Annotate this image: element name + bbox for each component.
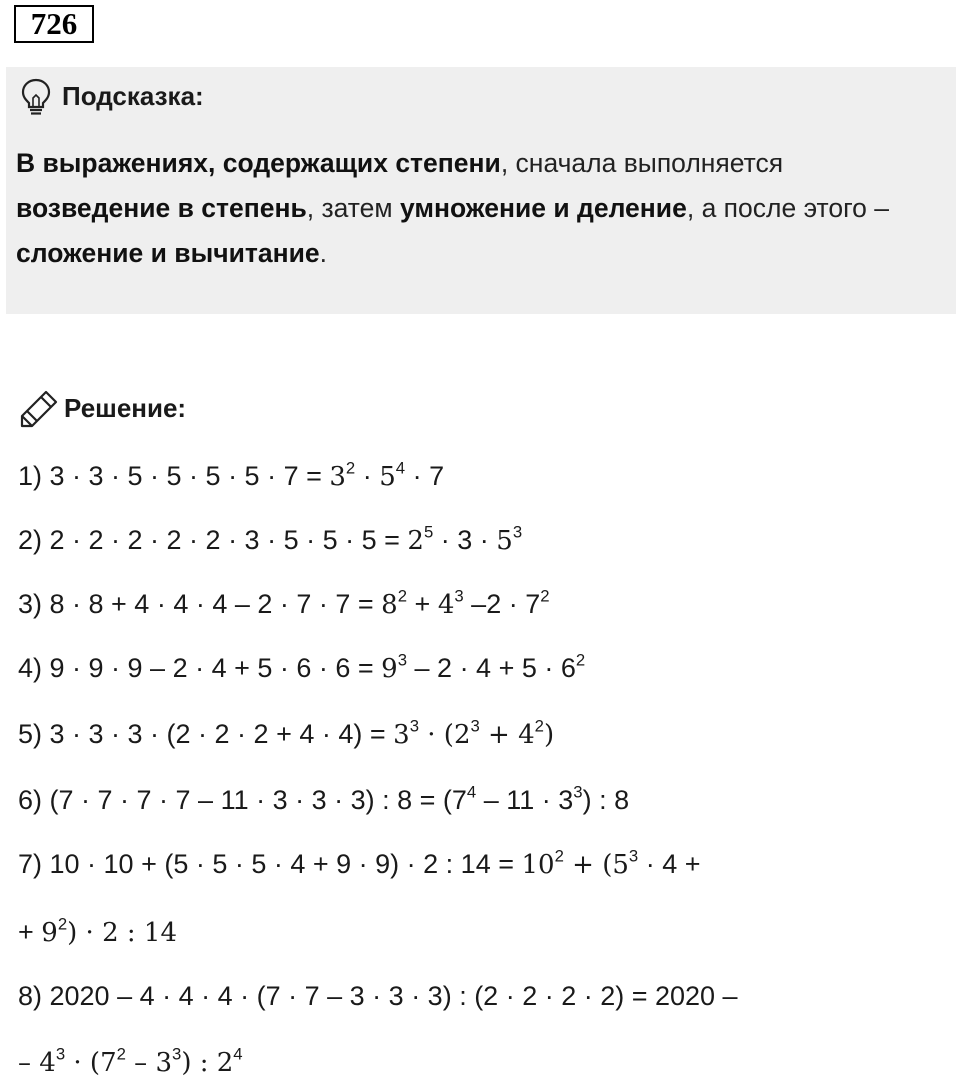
expression-part: + (18, 917, 42, 947)
expression-part: 4 (437, 590, 455, 620)
solution-line (18, 652, 585, 685)
expression-part: – 2 · 4 + 5 · 6 (407, 653, 576, 683)
expression-part: · 3 · (433, 525, 497, 555)
expression-part: 3 (393, 720, 410, 750)
exponent: 2 (57, 914, 68, 934)
exponent: 4 (466, 782, 477, 802)
expression-part: –2 · 7 (463, 589, 541, 619)
expression-part: 9 (41, 918, 58, 948)
expression-part: · (7 (65, 1048, 117, 1078)
exponent: 2 (397, 586, 408, 606)
expression-part: 3) 8 · 8 + 4 · 4 · 4 – 2 · 7 · 7 = (18, 589, 382, 619)
hint-run: , затем (306, 193, 400, 223)
solution-line (18, 524, 522, 557)
expression-part: – 3 (125, 1048, 172, 1078)
exponent: 3 (573, 782, 583, 802)
exponent: 3 (454, 586, 464, 606)
expression-part: + 4 (479, 720, 535, 750)
exponent: 2 (540, 586, 550, 606)
expression-part: · 4 + (638, 849, 701, 879)
expression-part: + (5 (563, 850, 629, 880)
exponent: 2 (116, 1044, 126, 1064)
expression-part: ) : 8 (582, 785, 630, 815)
hint-run: , сначала выполняется (500, 148, 784, 178)
expression-part: – 11 · 3 (476, 785, 574, 815)
solution-line (18, 588, 550, 621)
exponent: 3 (409, 716, 419, 736)
solution-line (18, 848, 700, 881)
expression-part: 2) 2 · 2 · 2 · 2 · 2 · 3 · 5 · 5 · 5 = (18, 525, 408, 555)
hint-emphasis: сложение и вычитание (16, 238, 320, 268)
expression-part: 6) (7 · 7 · 7 · 7 – 11 · 3 · 3 · 3) : 8 = (7 (18, 785, 467, 815)
exponent: 4 (233, 1044, 243, 1064)
expression-part: · 7 (405, 461, 445, 491)
expression-part: 8 (381, 590, 398, 620)
expression-part: ) : 2 (181, 1048, 234, 1078)
exponent: 3 (512, 522, 523, 542)
expression-part: 9 (381, 654, 398, 684)
expression-part: 5 (379, 462, 396, 492)
expression-part: 4) 9 · 9 · 9 – 2 · 4 + 5 · 6 · 6 = (18, 653, 382, 683)
hint-run: . (319, 238, 328, 268)
expression-part: 7) 10 · 10 + (5 · 5 · 5 · 4 + 9 · 9) · 2 : 14 = (18, 849, 522, 879)
exponent: 2 (554, 846, 564, 866)
expression-part: 5) 3 · 3 · 3 · (2 · 2 · 2 + 4 · 4) = (18, 719, 394, 749)
expression-part: 8) 2020 – 4 · 4 · 4 · (7 · 7 – 3 · 3 · 3) : (2 · 2 · 2 · 2) = 2020 – (18, 981, 738, 1011)
expression-part: ) (543, 720, 555, 750)
solution-line (18, 718, 554, 751)
exponent: 2 (534, 716, 544, 736)
exponent: 5 (423, 522, 434, 542)
hint-box (6, 67, 956, 314)
hint-emphasis: умножение и деление (399, 193, 687, 223)
expression-part: ) · 2 : 14 (67, 918, 177, 948)
solution-title: Решение: (64, 393, 187, 423)
expression-part: · (2 (419, 720, 471, 750)
hint-title: Подсказка: (62, 81, 204, 111)
exponent: 3 (397, 650, 408, 670)
exponent: 3 (55, 1044, 66, 1064)
hint-emphasis: В выражениях, содержащих степени (16, 148, 501, 178)
exponent: 3 (172, 1044, 182, 1064)
expression-part: · (355, 461, 380, 491)
hint-run: , а после этого – (686, 193, 890, 223)
expression-part: 3 (329, 462, 346, 492)
solution-line (18, 980, 738, 1012)
hint-emphasis: возведение в степень (16, 193, 307, 223)
expression-part: – 4 (18, 1048, 56, 1078)
exponent: 2 (575, 650, 586, 670)
solution-line (18, 460, 444, 493)
expression-part: + (407, 589, 438, 619)
exponent: 3 (628, 846, 639, 866)
lightbulb-icon (19, 77, 53, 117)
solution-line (18, 916, 177, 949)
expression-part: 5 (496, 526, 513, 556)
expression-part: 10 (521, 850, 555, 880)
pencil-icon (18, 388, 60, 430)
hint-text (16, 141, 941, 276)
exponent: 4 (395, 458, 406, 478)
solution-line (18, 784, 629, 816)
task-number: 726 (14, 5, 94, 43)
expression-part: 1) 3 · 3 · 5 · 5 · 5 · 5 · 7 = (18, 461, 330, 491)
solution-line (18, 1046, 243, 1079)
exponent: 3 (470, 716, 480, 736)
exponent: 2 (345, 458, 356, 478)
expression-part: 2 (407, 526, 424, 556)
